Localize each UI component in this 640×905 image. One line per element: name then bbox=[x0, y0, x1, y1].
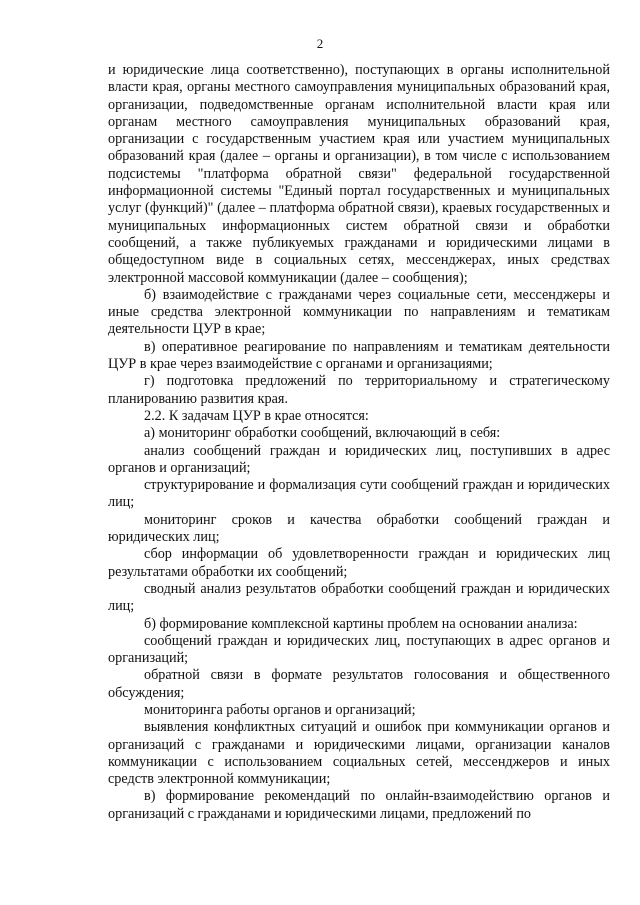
paragraph: б) взаимодействие с гражданами через социальные сети, мессенджеры и иные средства электронной коммуникации по направлениям и тематикам деятельности ЦУР в крае; bbox=[108, 286, 610, 338]
page-number: 2 bbox=[316, 36, 324, 51]
paragraph: и юридические лица соответственно), поступающих в органы исполнительной власти края, органы местного самоуправления муниципальных образований края, организации, подведомственные органам исполнительной власти края или органам местного самоуправления муниципальных образований края, организации с государственным участием края или участием муниципальных образований края (далее – органы и организации), в том числе с использованием подсистемы "платформа обратной связи" федеральной государственной информационной системы "Единый портал государственных и муниципальных услуг (функций)" (далее – платформа обратной связи), краевых государственных и муниципальных информационных систем обратной связи и обработки сообщений, а также публикуемых гражданами и юридическими лицами в общедоступном виде в социальных сетях, мессенджерах, иных средствах электронной массовой коммуникации (далее – сообщения); bbox=[108, 62, 610, 286]
document-body bbox=[108, 62, 610, 823]
paragraph: б) формирование комплексной картины проблем на основании анализа: bbox=[144, 615, 578, 632]
paragraph: обратной связи в формате результатов голосования и общественного обсуждения; bbox=[108, 667, 610, 701]
paragraph: г) подготовка предложений по территориальному и стратегическому планированию развития края. bbox=[108, 373, 610, 407]
paragraph: структурирование и формализация сути сообщений граждан и юридических лиц; bbox=[108, 477, 610, 511]
paragraph: мониторинг сроков и качества обработки сообщений граждан и юридических лиц; bbox=[108, 511, 610, 546]
paragraph: в) оперативное реагирование по направлениям и тематикам деятельности ЦУР в крае через взаимодействие с органами и организациями; bbox=[108, 338, 610, 373]
paragraph: 2.2. К задачам ЦУР в крае относятся: bbox=[144, 407, 369, 424]
paragraph: сбор информации об удовлетворенности граждан и юридических лиц результатами обработки их сообщений; bbox=[108, 546, 610, 580]
paragraph: анализ сообщений граждан и юридических лиц, поступивших в адрес органов и организаций; bbox=[108, 442, 610, 476]
paragraph: в) формирование рекомендаций по онлайн-взаимодействию органов и организаций с гражданами и юридическими лицами, предложений по bbox=[108, 788, 610, 822]
paragraph: мониторинга работы органов и организаций; bbox=[144, 701, 416, 718]
paragraph: сводный анализ результатов обработки сообщений граждан и юридических лиц; bbox=[108, 580, 610, 615]
paragraph: сообщений граждан и юридических лиц, поступающих в адрес органов и организаций; bbox=[108, 632, 610, 667]
paragraph: а) мониторинг обработки сообщений, включающий в себя: bbox=[144, 425, 501, 442]
paragraph: выявления конфликтных ситуаций и ошибок при коммуникации органов и организаций с гражданами и юридическими лицами, организации каналов коммуникации с использованием социальных сетей, мессенджеров и иных средств электронной коммуникации; bbox=[108, 719, 610, 788]
